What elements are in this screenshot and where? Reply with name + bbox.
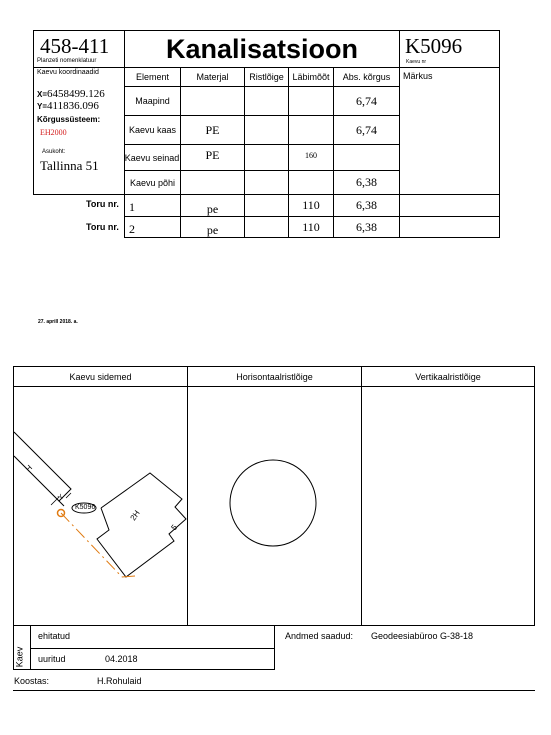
row-abs-height: 6,74 (356, 122, 377, 137)
sketch-label-5: 5 (169, 522, 180, 533)
col-title-horizontal-section: Horisontaalristlõige (236, 371, 313, 382)
footer-side-label: Kaev (14, 646, 25, 668)
sketch-label-h: H (23, 463, 35, 474)
pipe-diameter: 110 (302, 219, 320, 234)
nomenclature-value: 458-411 (40, 34, 110, 58)
row-material: PE (205, 122, 220, 137)
row-diameter: 160 (305, 150, 317, 160)
coord-x-label: X= (37, 90, 48, 99)
col-header-element: Element (135, 71, 170, 82)
pipe-number: 2 (129, 222, 135, 236)
row-material: PE (205, 147, 220, 162)
row-abs-height: 6,74 (356, 93, 377, 108)
pipe-abs-height: 6,38 (356, 219, 377, 234)
horizontal-section-circle (228, 458, 318, 548)
well-number-label: Kaevu nr (406, 59, 427, 65)
well-number-value: K5096 (405, 34, 463, 58)
location-label: Asukoht: (42, 149, 66, 155)
source-label: Andmed saadud: (285, 631, 354, 641)
sketch-label-2h: 2H (128, 508, 142, 523)
height-system-value: EH2000 (40, 128, 67, 137)
connection-sketch (14, 387, 187, 625)
location-value: Tallinna 51 (40, 158, 99, 173)
coords-label: Kaevu koordinaadid (37, 69, 99, 76)
row-element: Kaevu põhi (129, 177, 176, 188)
page-title: Kanalisatsioon (165, 33, 359, 64)
date-stamp: 27. aprill 2018. a. (38, 319, 78, 325)
row-element: Kaevu seinad (124, 152, 180, 163)
nomenclature-label: Planzeti nomenklatuur (37, 58, 97, 64)
sketch-well-label: K5096 (75, 504, 96, 511)
coord-y (37, 96, 99, 114)
source-value: Geodeesiabüroo G-38-18 (371, 631, 474, 641)
row-element: Maapind (135, 96, 170, 106)
pipe-number: 1 (129, 200, 135, 214)
height-system-label: Kõrgussüsteem: (37, 115, 101, 124)
row-abs-height: 6,38 (356, 175, 377, 189)
compiled-value: H.Rohulaid (97, 676, 142, 686)
col-title-connections: Kaevu sidemed (69, 371, 132, 382)
updated-value: 04.2018 (105, 654, 138, 664)
updated-label: uuritud (38, 654, 66, 664)
coord-x-value: 6458499.126 (47, 88, 105, 100)
col-header-remarks: Märkus (403, 71, 433, 81)
col-header-diameter: Läbimõõt (292, 71, 330, 82)
coord-y-label: Y= (37, 102, 48, 111)
col-header-material: Materjal (196, 71, 229, 82)
col-header-abs-height: Abs. kõrgus (342, 71, 391, 82)
pipe-label: Toru nr. (86, 222, 119, 232)
compiled-label: Koostas: (14, 676, 50, 686)
pipe-label: Toru nr. (86, 199, 119, 209)
pipe-abs-height: 6,38 (356, 197, 377, 212)
sketch-label-y: Y (57, 493, 66, 502)
pipe-material: pe (206, 201, 219, 216)
row-element: Kaevu kaas (128, 125, 177, 135)
col-title-vertical-section: Vertikaalristlõige (415, 371, 481, 382)
col-header-cross-section: Ristlõige (249, 71, 284, 82)
pipe-material: pe (206, 223, 219, 237)
coord-y-value: 411836.096 (47, 100, 99, 112)
pipe-diameter: 110 (302, 197, 320, 212)
built-label: ehitatud (38, 631, 71, 641)
